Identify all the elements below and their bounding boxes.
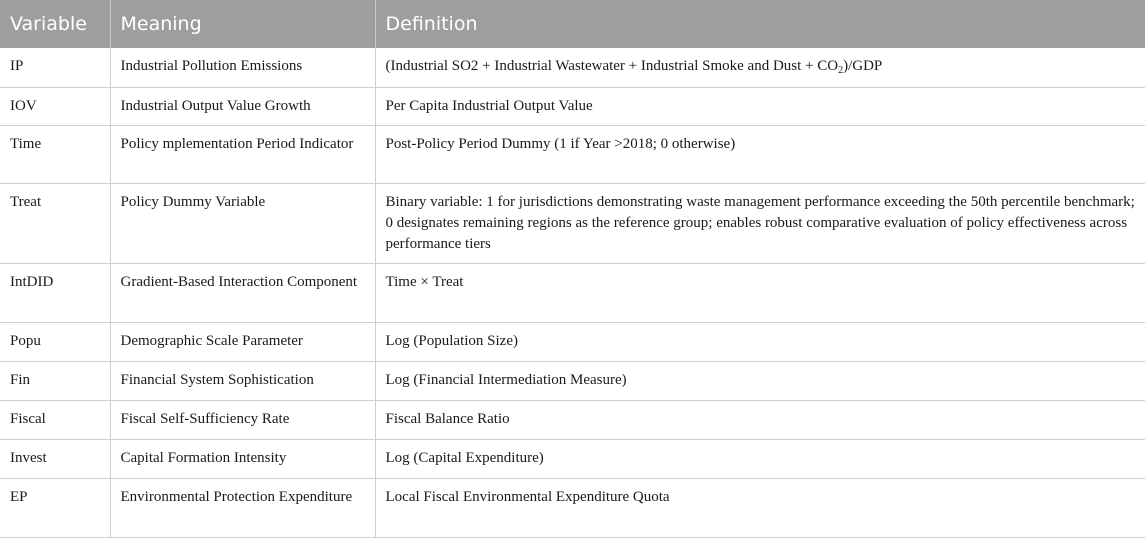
table-row bbox=[0, 263, 1145, 322]
definition-subscript: 2 bbox=[838, 65, 844, 76]
cell-definition: Log (Population Size) bbox=[375, 322, 1145, 361]
cell-definition: Local Fiscal Environmental Expenditure Quota bbox=[375, 478, 1145, 537]
cell-meaning: Industrial Pollution Emissions bbox=[110, 48, 375, 87]
header-row bbox=[0, 0, 1145, 48]
cell-variable: EP bbox=[0, 478, 110, 537]
cell-variable: IOV bbox=[0, 87, 110, 125]
cell-meaning: Gradient-Based Interaction Component bbox=[110, 263, 375, 322]
table-row bbox=[0, 48, 1145, 87]
header-variable: Variable bbox=[0, 0, 110, 48]
cell-meaning: Policy Dummy Variable bbox=[110, 183, 375, 263]
cell-definition: Log (Financial Intermediation Measure) bbox=[375, 361, 1145, 400]
cell-definition bbox=[375, 48, 1145, 87]
table-row bbox=[0, 322, 1145, 361]
table-row bbox=[0, 439, 1145, 478]
table-row bbox=[0, 125, 1145, 183]
table-row bbox=[0, 87, 1145, 125]
cell-meaning: Environmental Protection Expenditure bbox=[110, 478, 375, 537]
cell-definition: Fiscal Balance Ratio bbox=[375, 400, 1145, 439]
cell-variable: Popu bbox=[0, 322, 110, 361]
cell-variable: Fin bbox=[0, 361, 110, 400]
table-header bbox=[0, 0, 1145, 48]
cell-definition: Post-Policy Period Dummy (1 if Year >2018; 0 otherwise) bbox=[375, 125, 1145, 183]
definition-prefix: (Industrial SO2 + Industrial Wastewater + Industrial Smoke and Dust + CO bbox=[385, 58, 839, 74]
table-body bbox=[0, 48, 1145, 537]
cell-variable: IP bbox=[0, 48, 110, 87]
cell-meaning: Financial System Sophistication bbox=[110, 361, 375, 400]
table-row bbox=[0, 361, 1145, 400]
cell-variable: Time bbox=[0, 125, 110, 183]
definition-suffix: )/GDP bbox=[843, 58, 883, 74]
cell-variable: Invest bbox=[0, 439, 110, 478]
cell-definition: Log (Capital Expenditure) bbox=[375, 439, 1145, 478]
cell-variable: Fiscal bbox=[0, 400, 110, 439]
cell-meaning: Industrial Output Value Growth bbox=[110, 87, 375, 125]
cell-definition: Binary variable: 1 for jurisdictions demonstrating waste management performance exceeding the 50th percentile benchmark; 0 designates remaining regions as the reference group; enables robust comparative evaluation of policy effectiveness across performance tiers bbox=[375, 183, 1145, 263]
header-meaning: Meaning bbox=[110, 0, 375, 48]
table-row bbox=[0, 400, 1145, 439]
table-row bbox=[0, 478, 1145, 537]
cell-meaning: Capital Formation Intensity bbox=[110, 439, 375, 478]
cell-meaning: Fiscal Self-Sufficiency Rate bbox=[110, 400, 375, 439]
cell-definition: Time × Treat bbox=[375, 263, 1145, 322]
table-row bbox=[0, 183, 1145, 263]
cell-variable: IntDID bbox=[0, 263, 110, 322]
cell-meaning: Policy mplementation Period Indicator bbox=[110, 125, 375, 183]
header-definition: Definition bbox=[375, 0, 1145, 48]
cell-variable: Treat bbox=[0, 183, 110, 263]
cell-meaning: Demographic Scale Parameter bbox=[110, 322, 375, 361]
cell-definition: Per Capita Industrial Output Value bbox=[375, 87, 1145, 125]
